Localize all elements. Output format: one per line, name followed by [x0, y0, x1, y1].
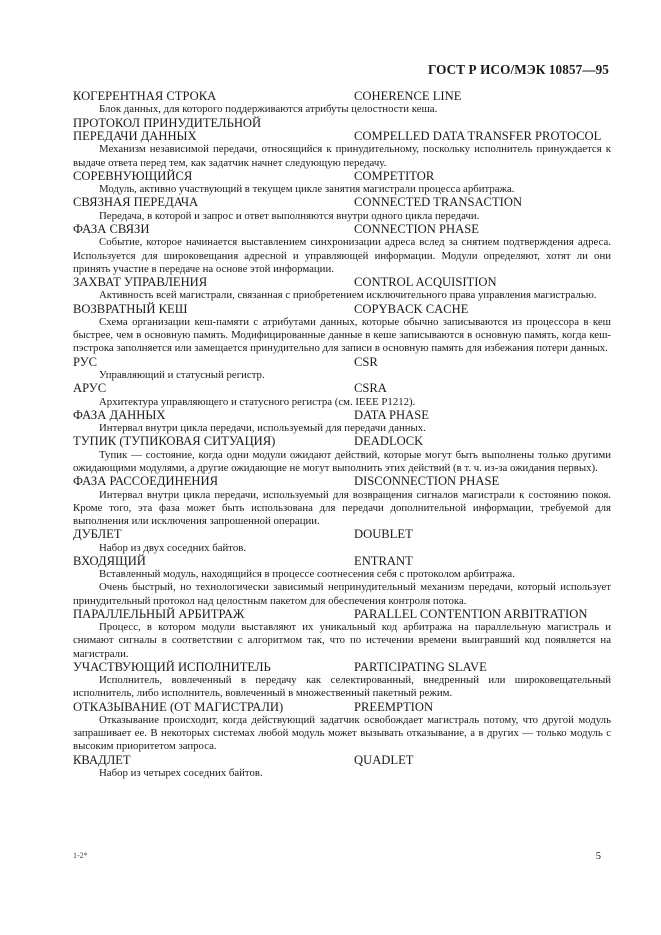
glossary-entry	[73, 382, 611, 409]
term-english: CSRA	[354, 381, 387, 396]
term-english: COMPETITOR	[354, 168, 435, 183]
term-english: DATA PHASE	[354, 407, 429, 422]
term-russian: УЧАСТВУЮЩИЙ ИСПОЛНИТЕЛЬ	[73, 659, 271, 674]
term-english: DOUBLET	[354, 527, 413, 542]
glossary-entry	[73, 170, 611, 197]
term-heading	[73, 276, 611, 289]
term-heading	[73, 555, 611, 568]
page-number: 5	[595, 851, 601, 862]
glossary-entry	[73, 303, 611, 356]
term-russian: ФАЗА РАССОЕДИНЕНИЯ	[73, 474, 218, 489]
term-heading	[73, 409, 611, 422]
document-header: ГОСТ Р ИСО/МЭК 10857—95	[427, 62, 609, 77]
glossary-entry	[73, 528, 611, 555]
glossary-entry	[73, 356, 611, 383]
term-definition: Активность всей магистрали, связанная с приобретением исключительного права управления магистралью.	[99, 289, 597, 302]
term-definition: Событие, которое начинается выставлением синхронизации адреса вслед за снятием подтверждения адреса. Используется для широковещания адресной и управляющей информации. Модули определяют, хотят ли они принять участие в передаче на основе этой информации.	[73, 236, 611, 275]
term-definition: Отказывание происходит, когда действующий задатчик освобождает магистраль потому, что другой модуль запрашивает ее. В некоторых системах любой модуль может вызывать отказывание, а в других — только модуль с высоким приоритетом запроса.	[73, 713, 611, 753]
term-heading	[73, 90, 611, 103]
term-definition: Набор из двух соседних байтов.	[99, 541, 247, 554]
term-heading	[73, 435, 611, 448]
term-english: COPYBACK CACHE	[354, 301, 469, 316]
term-russian: РУС	[73, 354, 98, 369]
term-russian: ДУБЛЕТ	[73, 527, 122, 542]
term-english: PREEMPTION	[354, 699, 434, 714]
term-heading	[73, 223, 611, 236]
glossary-entry	[73, 435, 611, 475]
term-russian: СОРЕВНУЮЩИЙСЯ	[73, 168, 193, 183]
glossary-entry	[73, 276, 611, 303]
term-definition: Тупик — состояние, когда одни модули ожидают действий, которые могут быть выполнены только другими ожидающими модулями, а другие ожидающие не могут выполнить этих действий (в т. ч. из-за ожидания первых).	[73, 448, 611, 474]
term-russian-prefix: ПРОТОКОЛ ПРИНУДИТЕЛЬНОЙ	[73, 115, 262, 130]
glossary-entry	[73, 117, 611, 170]
term-heading	[73, 356, 611, 369]
term-english: COHERENCE LINE	[354, 89, 462, 103]
glossary-entry	[73, 223, 611, 276]
term-definition: Управляющий и статусный регистр.	[99, 368, 265, 381]
term-definition: Архитектура управляющего и статусного регистра (см. IEEE P1212).	[99, 395, 416, 408]
term-definition: Вставленный модуль, находящийся в процессе соотнесения себя с протоколом арбитража.	[99, 568, 515, 581]
term-english: CONNECTION PHASE	[354, 221, 479, 236]
term-russian: КВАДЛЕТ	[73, 752, 131, 767]
term-heading	[73, 130, 611, 143]
term-english: CONNECTED TRANSACTION	[354, 195, 523, 210]
term-russian: ОТКАЗЫВАНИЕ (ОТ МАГИСТРАЛИ)	[73, 699, 284, 714]
glossary-entry	[73, 196, 611, 223]
glossary-entry	[73, 475, 611, 528]
term-definition: Набор из четырех соседних байтов.	[99, 766, 263, 779]
term-heading	[73, 701, 611, 714]
term-definition: Исполнитель, вовлеченный в передачу как селектированный, внедренный или широковещательный исполнитель, либо исполнитель, вовлеченный в множественный пакетный режим.	[73, 674, 611, 700]
term-heading	[73, 528, 611, 541]
term-russian: ВХОДЯЩИЙ	[73, 553, 146, 568]
term-russian: ВОЗВРАТНЫЙ КЕШ	[73, 301, 188, 316]
term-english: QUADLET	[354, 752, 414, 767]
term-english: DEADLOCK	[354, 434, 424, 449]
term-heading	[73, 475, 611, 488]
term-heading	[73, 382, 611, 395]
term-english: PARTICIPATING SLAVE	[354, 659, 487, 674]
term-english: PARALLEL CONTENTION ARBITRATION	[354, 606, 588, 621]
term-russian: ПАРАЛЛЕЛЬНЫЙ АРБИТРАЖ	[73, 606, 245, 621]
glossary-entry	[73, 754, 611, 781]
term-heading	[73, 196, 611, 209]
glossary	[73, 90, 611, 780]
term-heading	[73, 754, 611, 767]
glossary-entry	[73, 409, 611, 436]
term-russian: ТУПИК (ТУПИКОВАЯ СИТУАЦИЯ)	[73, 434, 276, 449]
term-heading	[73, 661, 611, 674]
glossary-entry	[73, 608, 611, 661]
term-definition: Интервал внутри цикла передачи, используемый для передачи данных.	[99, 422, 426, 435]
glossary-entry	[73, 701, 611, 754]
term-english: ENTRANT	[354, 553, 413, 568]
glossary-entry	[73, 661, 611, 701]
term-definition: Интервал внутри цикла передачи, используемый для возвращения сигналов магистрали к состоянию покоя. Кроме того, эта фаза может быть использована для передачи дополнительной информации, требуемой для выполнения или исключения запрошенной операции.	[73, 488, 611, 527]
term-definition: Процесс, в котором модули выставляют их уникальный код арбитража на параллельную магистраль и снимают сигналы в соответствии с алгоритмом так, что по истечении времени выигравший код появляется на магистрали.	[73, 621, 611, 660]
term-russian: ПЕРЕДАЧИ ДАННЫХ	[73, 128, 197, 143]
term-english: CONTROL ACQUISITION	[354, 274, 497, 289]
term-english: COMPELLED DATA TRANSFER PROTOCOL	[354, 128, 602, 143]
glossary-entry	[73, 555, 611, 608]
term-russian: СВЯЗНАЯ ПЕРЕДАЧА	[73, 195, 199, 210]
term-definition: Очень быстрый, но технологически зависимый непринудительный механизм передачи, который использует принудительный протокол над целостным пакетом для обеспечения контроля потока.	[73, 581, 611, 607]
term-heading	[73, 303, 611, 316]
term-russian: ФАЗА ДАННЫХ	[73, 407, 166, 422]
term-heading	[73, 170, 611, 183]
term-definition: Модуль, активно участвующий в текущем цикле занятия магистрали процесса арбитража.	[99, 183, 515, 196]
term-heading-line	[73, 117, 611, 130]
footer-code: 1-2*	[73, 851, 88, 860]
glossary-entry	[73, 90, 611, 117]
term-english: CSR	[354, 354, 378, 369]
term-russian: ФАЗА СВЯЗИ	[73, 221, 150, 236]
term-definition: Схема организации кеш-памяти с атрибутами данных, которые обычно записываются из процессора в кеш быстрее, чем в основную память. Модифицированные данные в кеше записываются в основную память, когда кеш-пэстрока заполняется или замещается принудительно для записи в основную память для избежания потери данных.	[73, 315, 611, 355]
term-russian: АРУС	[73, 381, 107, 396]
term-english: DISCONNECTION PHASE	[354, 474, 500, 489]
term-definition: Передача, в которой и запрос и ответ выполняются внутри одного цикла передачи.	[99, 209, 480, 222]
term-heading	[73, 608, 611, 621]
term-definition: Механизм независимой передачи, относящийся к принудительному, поскольку исполнитель принуждается к выдаче ответа перед тем, как задатчик начнет следующую передачу.	[73, 143, 611, 169]
term-definition: Блок данных, для которого поддерживаются атрибуты целостности кеша.	[99, 103, 438, 116]
term-russian: КОГЕРЕНТНАЯ СТРОКА	[73, 89, 217, 103]
term-russian: ЗАХВАТ УПРАВЛЕНИЯ	[73, 274, 208, 289]
